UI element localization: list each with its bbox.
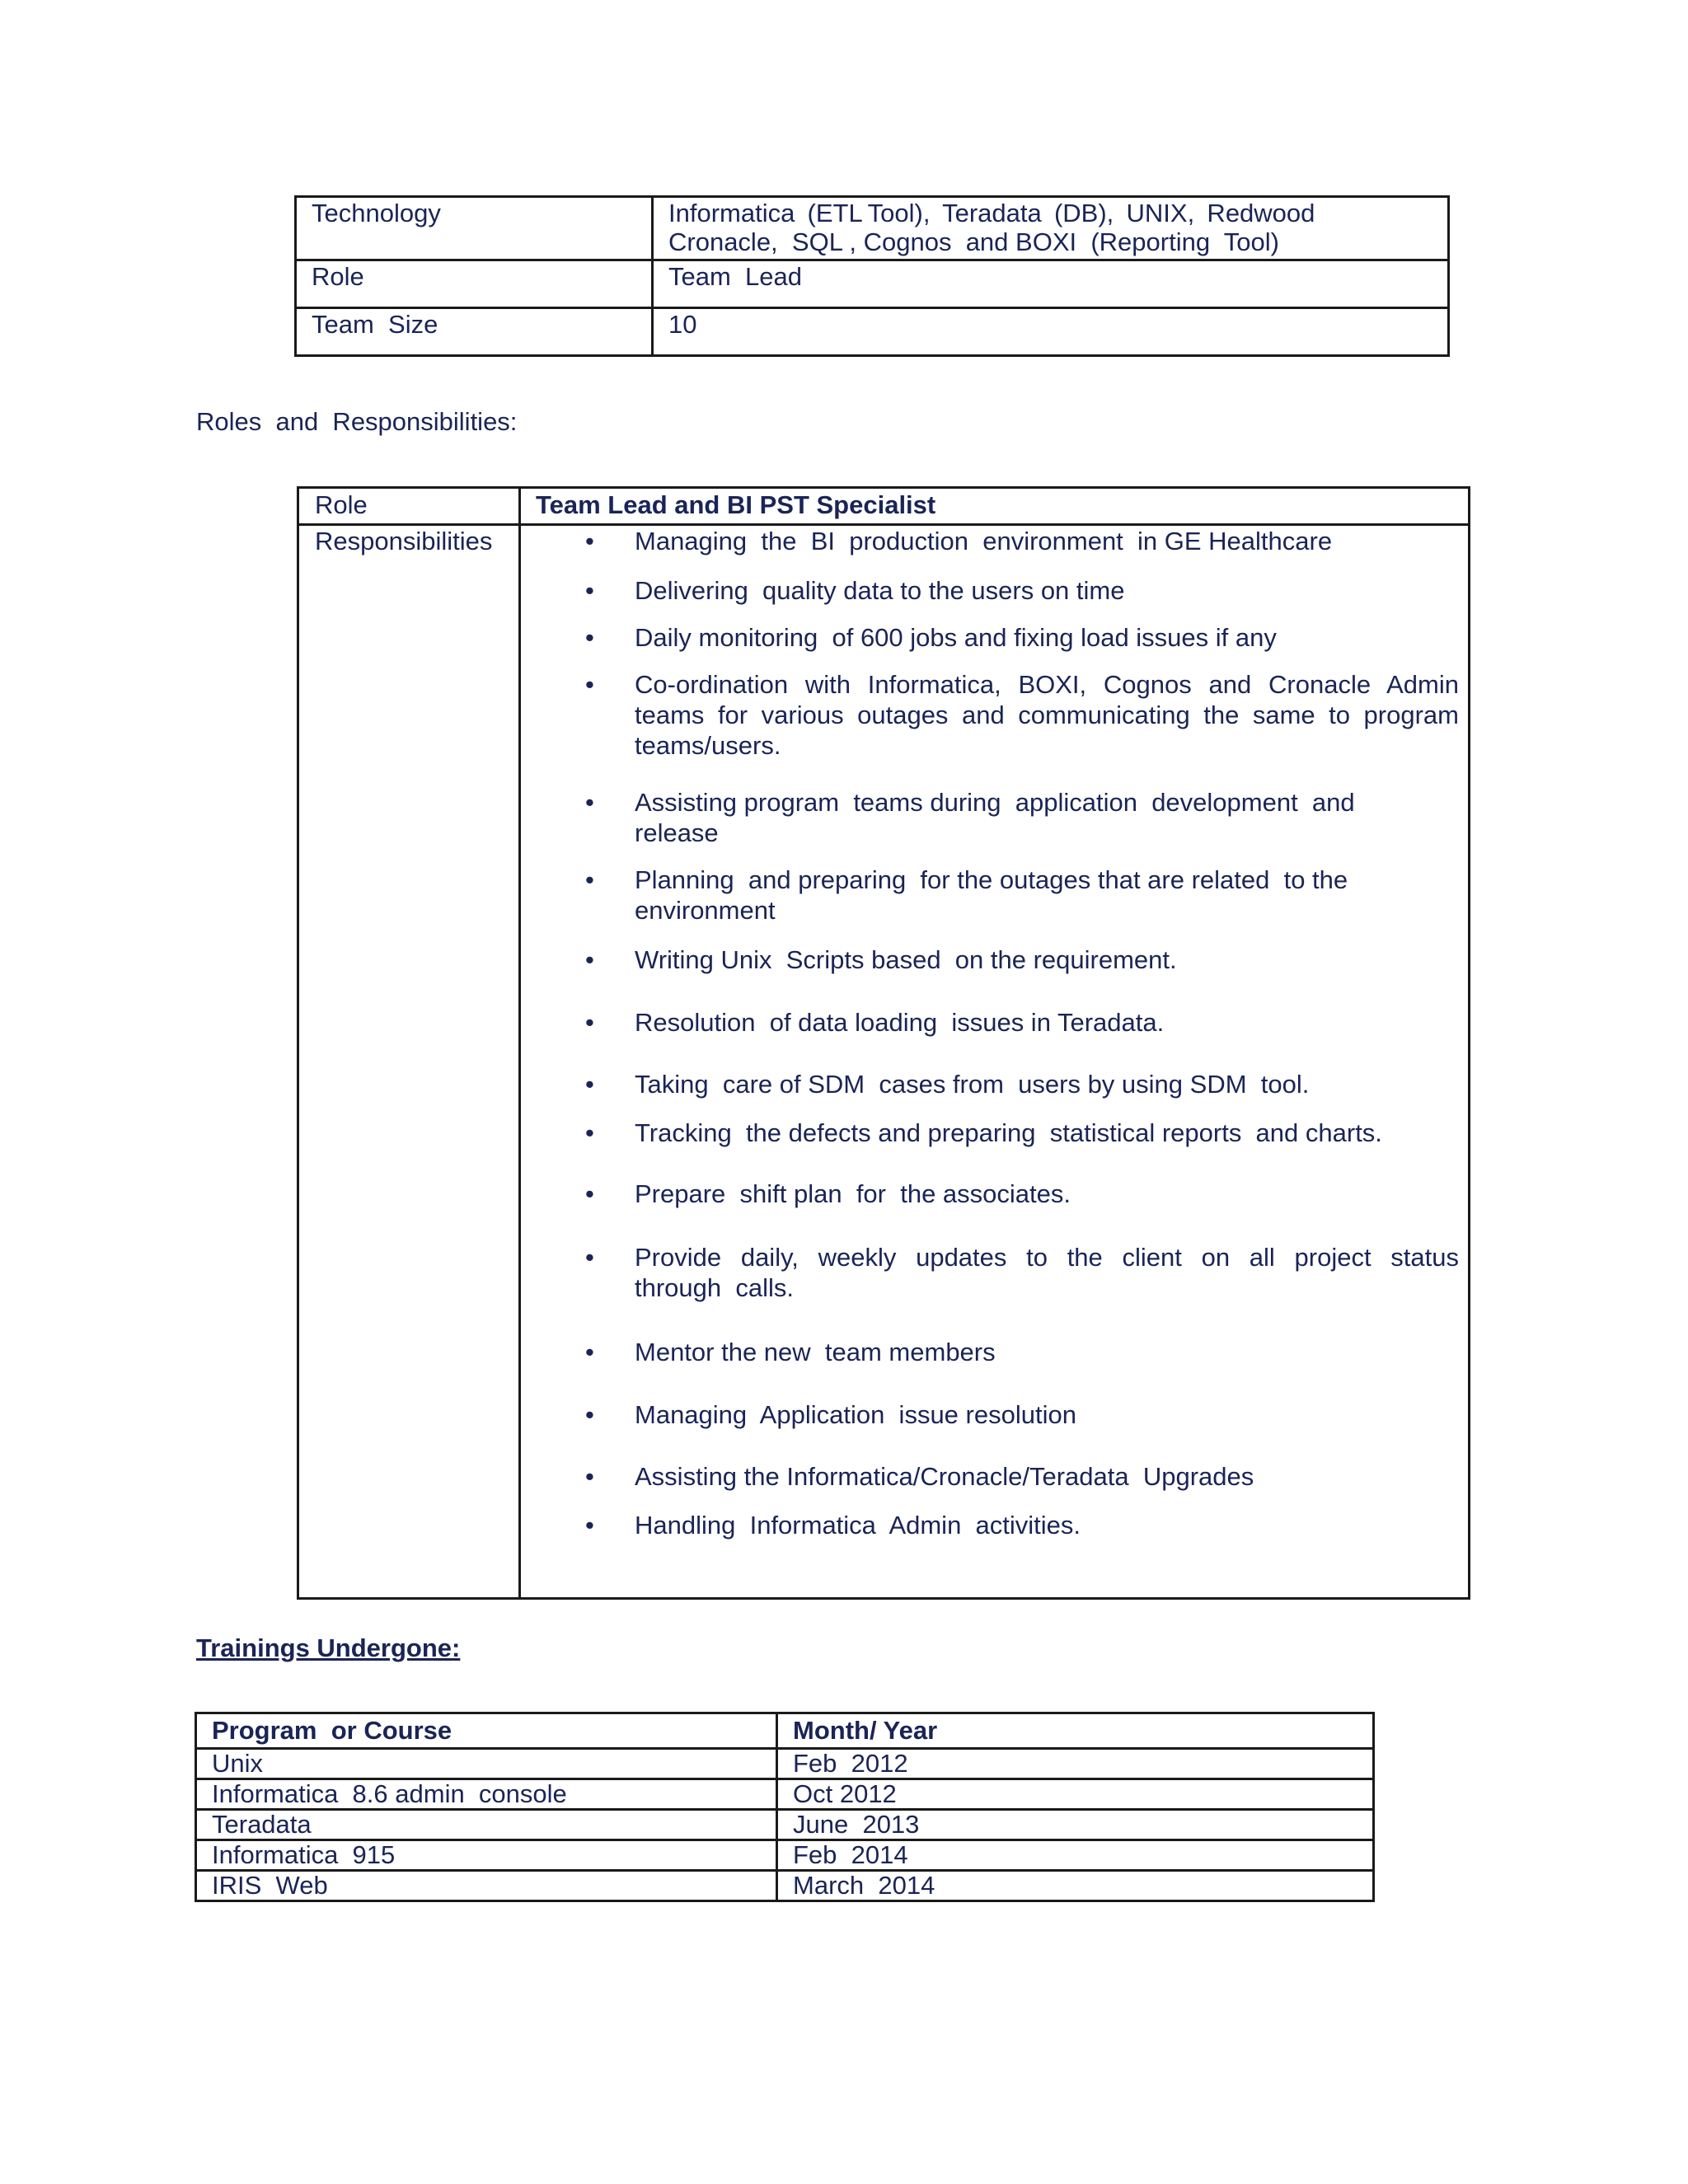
team-size-value: 10	[653, 308, 1449, 356]
header-month-year: Month/ Year	[777, 1713, 1374, 1749]
responsibility-item	[585, 944, 1459, 975]
responsibility-text: teams for various outages and communicating the same to program	[635, 701, 1459, 729]
project-details-table	[294, 195, 1450, 357]
bullet-marker: •	[585, 1070, 594, 1099]
bullet-marker: •	[585, 576, 594, 605]
header-program: Program or Course	[196, 1713, 777, 1749]
course-date: Feb 2012	[777, 1749, 1374, 1779]
bullet-marker: •	[585, 1462, 594, 1491]
responsibility-item	[585, 1069, 1459, 1099]
course-name: Informatica 8.6 admin console	[196, 1779, 777, 1810]
bullet-marker: •	[585, 1511, 594, 1540]
role-label: Role	[298, 488, 520, 525]
responsibility-text: release	[635, 818, 719, 847]
bullet-marker: •	[585, 670, 594, 699]
responsibility-item	[585, 669, 1459, 761]
responsibility-text: Delivering quality data to the users on time	[635, 576, 1125, 605]
table-row	[298, 488, 1470, 525]
responsibility-text: Handling Informatica Admin activities.	[635, 1511, 1081, 1540]
responsibility-text: Managing Application issue resolution	[635, 1400, 1076, 1429]
bullet-marker: •	[585, 1118, 594, 1147]
course-name: Informatica 915	[196, 1840, 777, 1871]
table-row	[196, 1840, 1374, 1871]
bullet-marker: •	[585, 865, 594, 894]
roles-heading: Roles and Responsibilities:	[196, 407, 518, 436]
bullet-marker: •	[585, 788, 594, 817]
responsibility-text: Managing the BI production environment in GE Healthcare	[635, 527, 1333, 555]
responsibility-text: Planning and preparing for the outages that are related to the	[635, 865, 1348, 894]
responsibility-text: Taking care of SDM cases from users by using SDM tool.	[635, 1070, 1310, 1099]
responsibilities-label: Responsibilities	[298, 525, 520, 1599]
responsibility-item	[585, 1510, 1459, 1540]
technology-value-line-2: Cronacle, SQL , Cognos and BOXI (Reporting Tool)	[668, 227, 1279, 256]
responsibility-item	[585, 865, 1459, 926]
bullet-marker: •	[585, 1338, 594, 1366]
responsibility-item	[585, 787, 1459, 848]
role-label: Role	[296, 260, 653, 308]
table-row	[196, 1871, 1374, 1901]
bullet-marker: •	[585, 1008, 594, 1037]
course-date: June 2013	[777, 1810, 1374, 1840]
responsibility-item	[585, 526, 1459, 556]
table-row	[196, 1810, 1374, 1840]
responsibility-text: Assisting program teams during application development and	[635, 788, 1355, 817]
table-row	[296, 260, 1449, 308]
responsibility-item	[585, 1007, 1459, 1038]
responsibility-item	[585, 1118, 1459, 1148]
responsibility-text: through calls.	[635, 1273, 794, 1302]
responsibility-item	[585, 1242, 1459, 1303]
table-row	[296, 197, 1449, 260]
table-row	[298, 525, 1470, 1599]
trainings-heading: Trainings Undergone:	[196, 1633, 461, 1662]
technology-label: Technology	[296, 197, 653, 260]
table-row	[296, 308, 1449, 356]
responsibility-text: Tracking the defects and preparing statistical reports and charts.	[635, 1118, 1382, 1147]
course-name: IRIS Web	[196, 1871, 777, 1901]
responsibility-text: Writing Unix Scripts based on the requirement.	[635, 945, 1177, 974]
responsibility-item	[585, 575, 1459, 606]
table-header-row	[196, 1713, 1374, 1749]
responsibility-text: Prepare shift plan for the associates.	[635, 1179, 1071, 1208]
role-value: Team Lead	[653, 260, 1449, 308]
bullet-marker: •	[585, 1179, 594, 1208]
technology-value	[653, 197, 1449, 260]
bullet-marker: •	[585, 623, 594, 652]
responsibility-text: teams/users.	[635, 731, 781, 760]
bullet-marker: •	[585, 1400, 594, 1429]
responsibility-text: Mentor the new team members	[635, 1338, 996, 1366]
responsibility-text: Co-ordination with Informatica, BOXI, Cognos and Cronacle Admin	[635, 670, 1459, 699]
course-date: Feb 2014	[777, 1840, 1374, 1871]
technology-value-line-1: Informatica (ETL Tool), Teradata (DB), UNIX, Redwood	[668, 199, 1315, 227]
responsibility-text: Resolution of data loading issues in Teradata.	[635, 1008, 1165, 1037]
course-date: March 2014	[777, 1871, 1374, 1901]
table-row	[196, 1749, 1374, 1779]
bullet-marker: •	[585, 1243, 594, 1272]
responsibilities-cell	[520, 525, 1470, 1599]
role-value: Team Lead and BI PST Specialist	[520, 488, 1470, 525]
responsibilities-table	[297, 486, 1470, 1600]
course-date: Oct 2012	[777, 1779, 1374, 1810]
responsibility-text: Assisting the Informatica/Cronacle/Teradata Upgrades	[635, 1462, 1254, 1491]
team-size-label: Team Size	[296, 308, 653, 356]
responsibility-text: Daily monitoring of 600 jobs and fixing load issues if any	[635, 623, 1277, 652]
course-name: Teradata	[196, 1810, 777, 1840]
bullet-marker: •	[585, 527, 594, 555]
course-name: Unix	[196, 1749, 777, 1779]
responsibility-text: environment	[635, 896, 776, 925]
responsibility-text: Provide daily, weekly updates to the client on all project status	[635, 1243, 1459, 1272]
responsibility-item	[585, 1399, 1459, 1430]
responsibility-item	[585, 1179, 1459, 1209]
bullet-marker: •	[585, 945, 594, 974]
responsibility-item	[585, 1337, 1459, 1367]
responsibility-item	[585, 1461, 1459, 1492]
responsibility-item	[585, 622, 1459, 653]
table-row	[196, 1779, 1374, 1810]
trainings-table	[195, 1712, 1375, 1902]
